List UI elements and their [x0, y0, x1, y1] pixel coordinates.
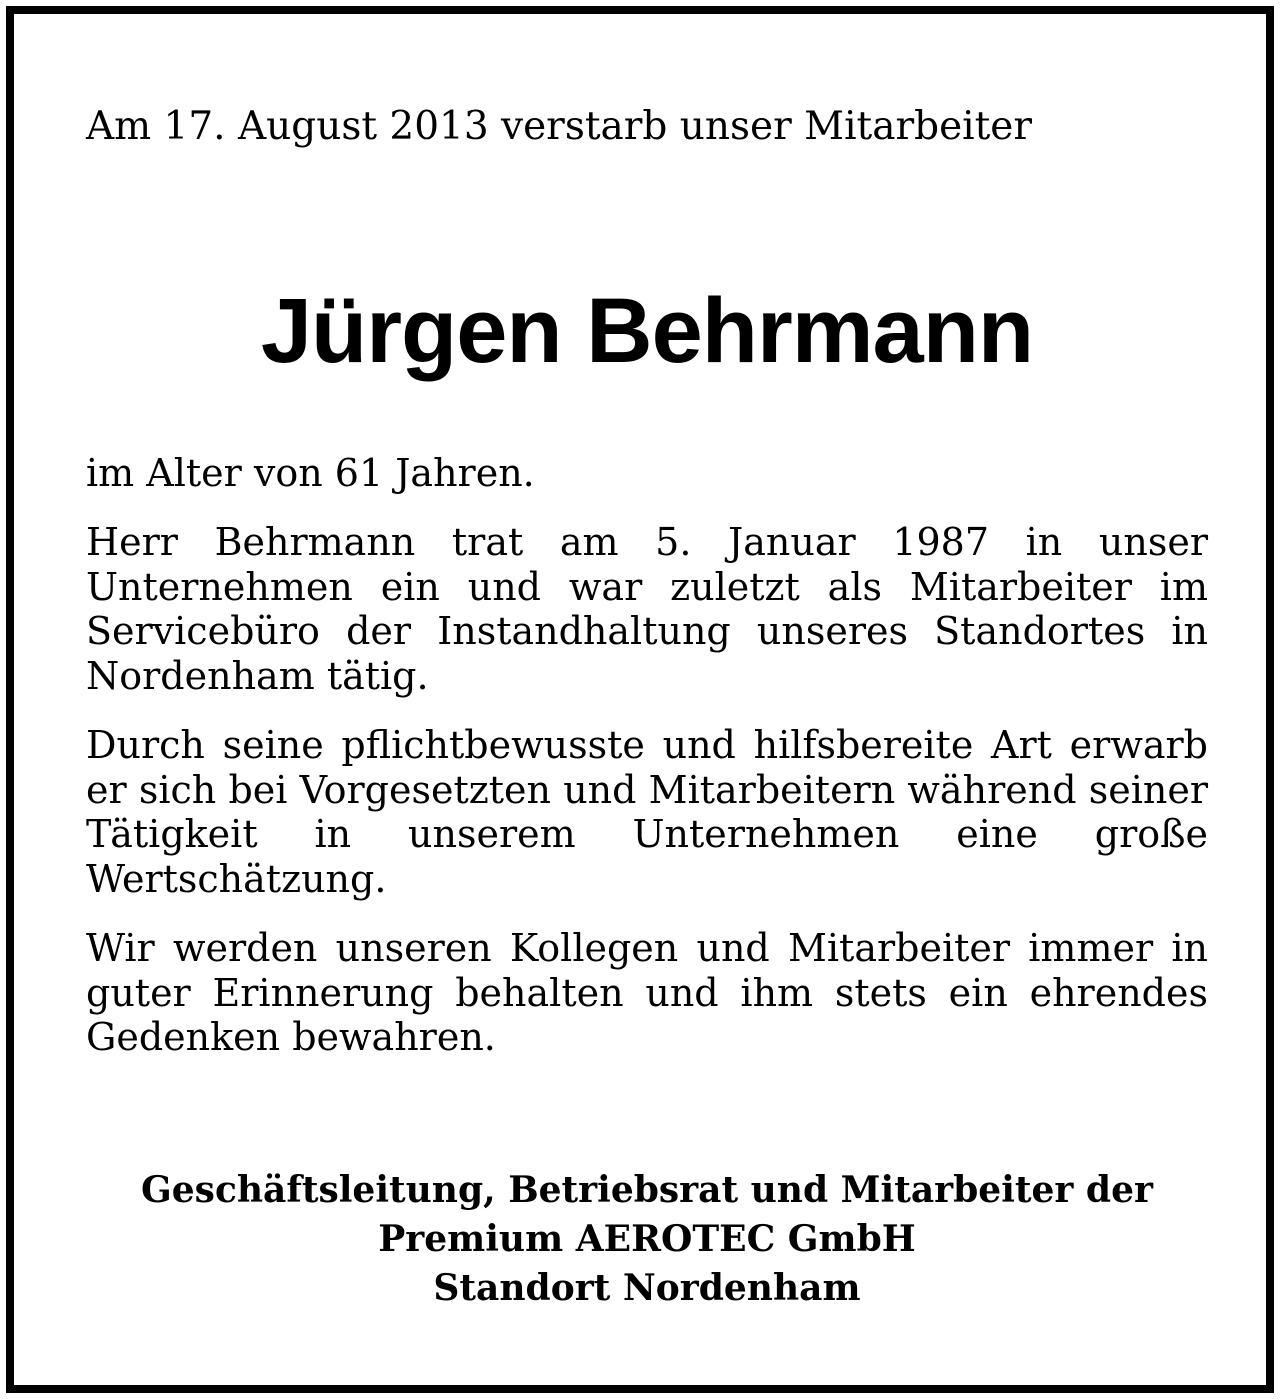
signature-company: Premium AEROTEC GmbH — [378, 1218, 916, 1260]
intro-line: Am 17. August 2013 verstarb unser Mitarbeiter — [86, 104, 1033, 149]
signature-block — [86, 1166, 1208, 1313]
obituary-notice — [6, 6, 1274, 1393]
memory-paragraph: Wir werden unseren Kollegen und Mitarbeiter immer in guter Erinnerung behalten und ihm stets ein ehrendes Gedenken bewahren. — [86, 926, 1208, 1059]
character-paragraph: Durch seine pflichtbewusste und hilfsbereite Art erwarb er sich bei Vorgesetzten und Mitarbeitern während seiner Tätigkeit in unserem Unternehmen eine große Wertschätzung. — [86, 723, 1208, 901]
signature-line-1: Geschäftsleitung, Betriebsrat und Mitarbeiter der — [141, 1169, 1153, 1211]
age-paragraph: im Alter von 61 Jahren. — [86, 451, 535, 495]
deceased-name: Jürgen Behrmann — [260, 280, 1034, 382]
career-paragraph: Herr Behrmann trat am 5. Januar 1987 in unser Unternehmen ein und war zuletzt als Mitarbeiter im Servicebüro der Instandhaltung unseres Standortes in Nordenham tätig. — [86, 520, 1208, 698]
signature-location: Standort Nordenham — [433, 1267, 861, 1309]
